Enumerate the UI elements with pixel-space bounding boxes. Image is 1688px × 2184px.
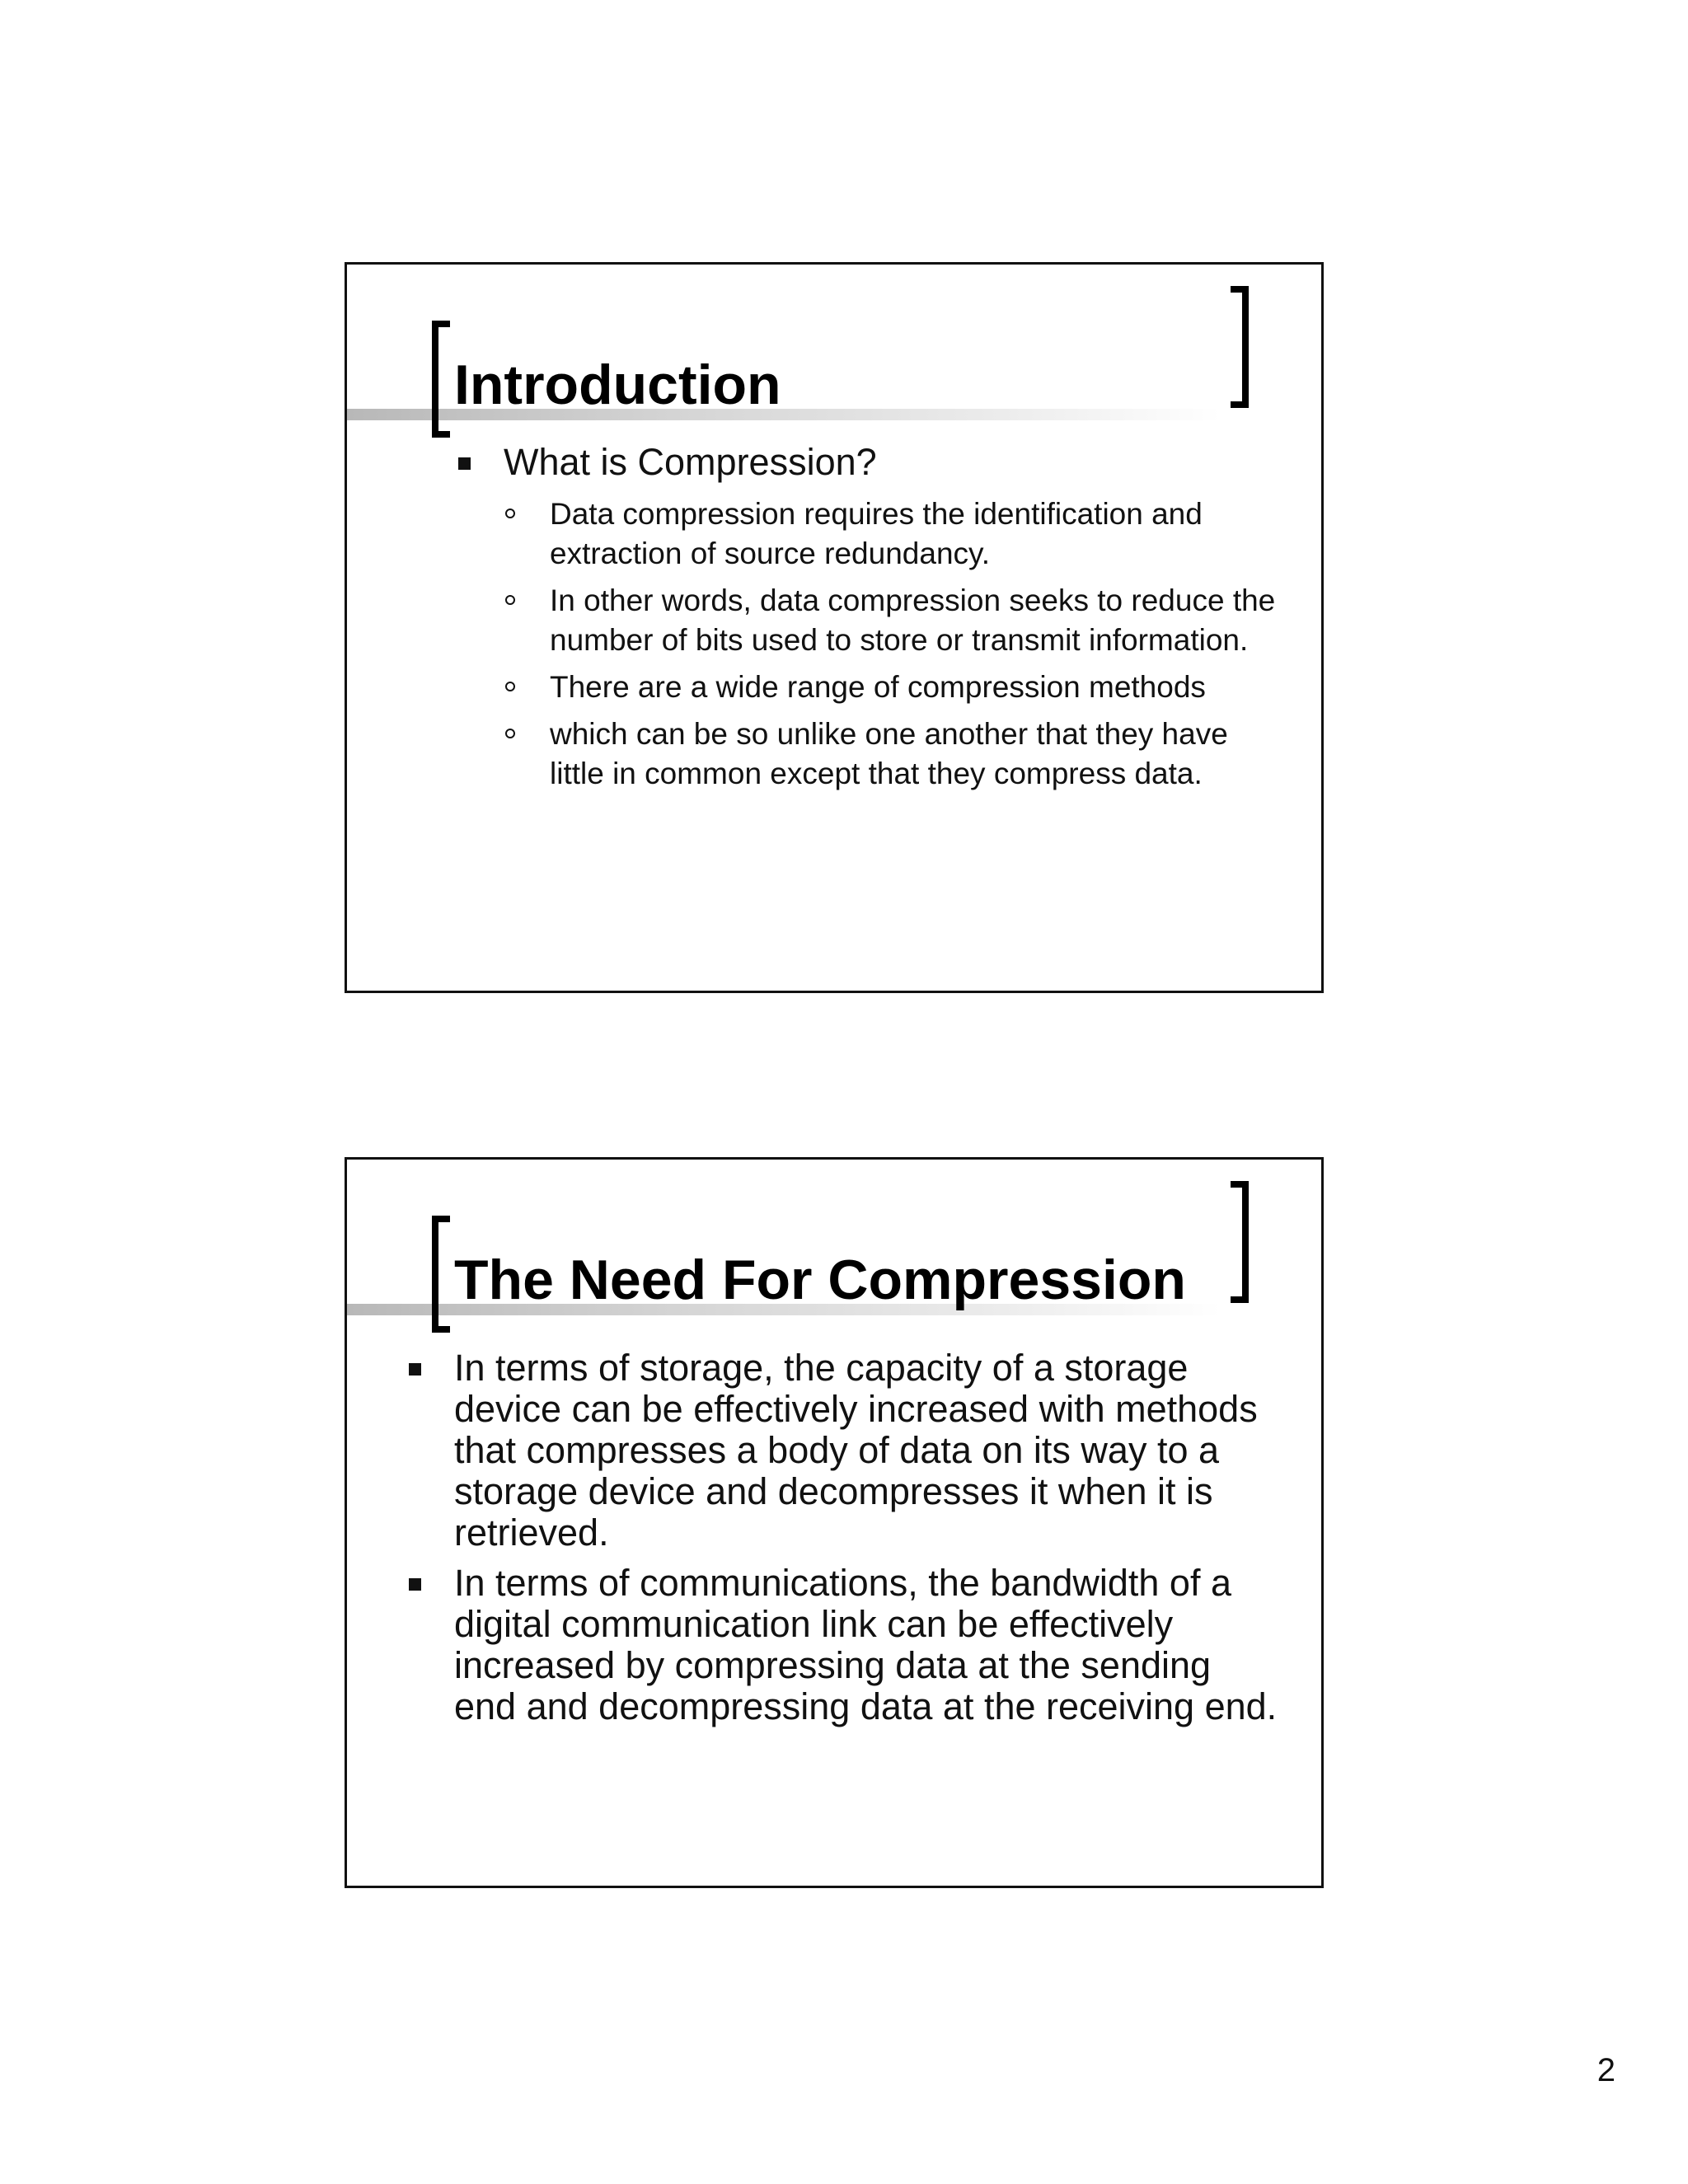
sub-bullet-list <box>550 494 1278 794</box>
circle-bullet-icon <box>505 729 515 738</box>
slide-title: The Need For Compression <box>454 1249 1186 1311</box>
sub-bullet-text: In other words, data compression seeks to reduce the number of bits used to store or transmit information. <box>550 583 1276 657</box>
slide-introduction <box>345 262 1324 993</box>
bullet-text: What is Compression? <box>504 441 877 483</box>
bullet-item <box>504 442 1278 483</box>
slide-title: Introduction <box>454 354 781 416</box>
slide-body <box>504 442 1278 801</box>
sub-bullet-item <box>550 668 1278 707</box>
circle-bullet-icon <box>505 682 515 691</box>
circle-bullet-icon <box>505 595 515 605</box>
bullet-text: In terms of communications, the bandwidth of a digital communication link can be effectively increased by compressing data at the sending end and decompressing data at the receiving end. <box>454 1562 1278 1727</box>
left-bracket-decoration <box>432 1216 450 1333</box>
sub-bullet-text: Data compression requires the identification and extraction of source redundancy. <box>550 497 1203 570</box>
bullet-text: In terms of storage, the capacity of a storage device can be effectively increased with methods that compresses a body of data on its way to a storage device and decompresses it when it is retrieved. <box>454 1347 1258 1554</box>
square-bullet-icon <box>458 457 471 470</box>
sub-bullet-item <box>550 715 1278 794</box>
left-bracket-decoration <box>432 321 450 438</box>
bullet-item <box>454 1563 1278 1727</box>
right-bracket-decoration <box>1231 286 1249 408</box>
sub-bullet-text: which can be so unlike one another that they have little in common except that they compress data. <box>550 717 1228 790</box>
square-bullet-icon <box>409 1578 421 1591</box>
right-bracket-decoration <box>1231 1181 1249 1303</box>
sub-bullet-item <box>550 581 1278 660</box>
circle-bullet-icon <box>505 509 515 518</box>
sub-bullet-item <box>550 494 1278 574</box>
slide-need-for-compression <box>345 1157 1324 1888</box>
square-bullet-icon <box>409 1363 421 1376</box>
bullet-item <box>454 1347 1278 1554</box>
slide-body <box>454 1347 1278 1736</box>
sub-bullet-text: There are a wide range of compression methods <box>550 670 1206 704</box>
page-number: 2 <box>1597 2052 1615 2088</box>
